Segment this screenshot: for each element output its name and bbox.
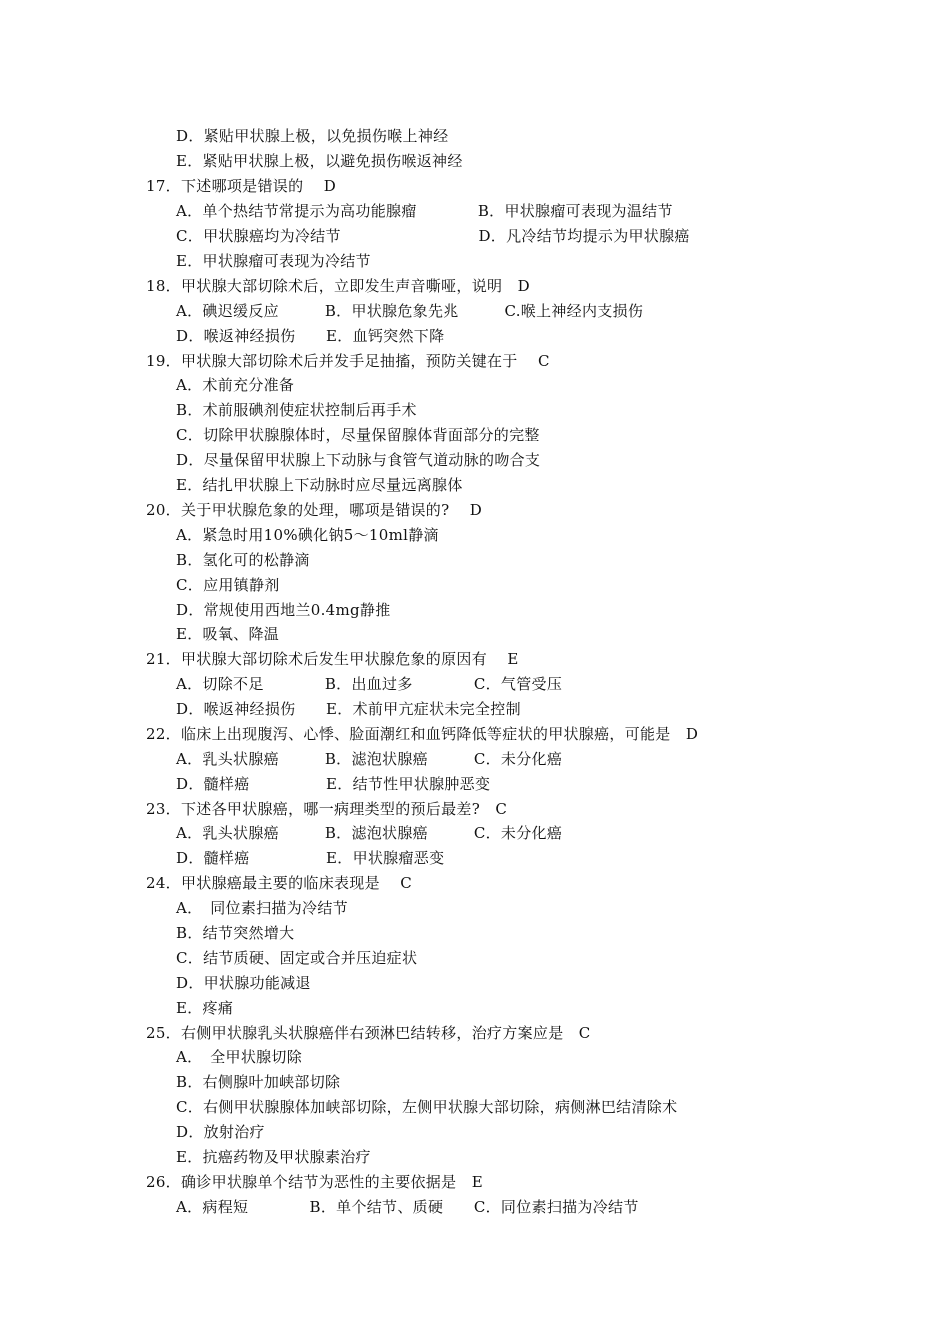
option-line: E．吸氧、降温 xyxy=(176,625,280,643)
question-line: 26．确诊甲状腺单个结节为恶性的主要依据是 E xyxy=(146,1173,483,1191)
option-line: B．结节突然增大 xyxy=(176,924,295,942)
option-line: B．术前服碘剂使症状控制后再手术 xyxy=(176,401,417,419)
option-line: A．乳头状腺癌 B．滤泡状腺癌 C．未分化癌 xyxy=(176,750,563,768)
option-line: D．喉返神经损伤 E．血钙突然下降 xyxy=(176,327,445,345)
option-line: D．髓样癌 E．结节性甲状腺肿恶变 xyxy=(176,775,491,793)
option-line: E．紧贴甲状腺上极，以避免损伤喉返神经 xyxy=(176,152,463,170)
question-line: 21．甲状腺大部切除术后发生甲状腺危象的原因有 E xyxy=(146,650,519,668)
question-line: 24．甲状腺癌最主要的临床表现是 C xyxy=(146,874,413,892)
option-line: A．术前充分准备 xyxy=(176,376,295,394)
question-line: 20．关于甲状腺危象的处理，哪项是错误的? D xyxy=(146,501,483,519)
option-line: A．碘迟缓反应 B．甲状腺危象先兆 C.喉上神经内支损伤 xyxy=(176,302,644,320)
option-line: A．乳头状腺癌 B．滤泡状腺癌 C．未分化癌 xyxy=(176,824,563,842)
option-line: D．常规使用西地兰0.4mg静推 xyxy=(176,601,391,619)
option-line: A．病程短 B．单个结节、质硬 C．同位素扫描为冷结节 xyxy=(176,1198,639,1216)
option-line: D．甲状腺功能减退 xyxy=(176,974,311,992)
option-line: C．甲状腺癌均为冷结节 D．凡冷结节均提示为甲状腺癌 xyxy=(176,227,690,245)
option-line: E．抗癌药物及甲状腺素治疗 xyxy=(176,1148,371,1166)
question-line: 25．右侧甲状腺乳头状腺癌伴右颈淋巴结转移，治疗方案应是 C xyxy=(146,1024,591,1042)
option-line: C．右侧甲状腺腺体加峡部切除，左侧甲状腺大部切除，病侧淋巴结清除术 xyxy=(176,1098,678,1116)
option-line: E．结扎甲状腺上下动脉时应尽量远离腺体 xyxy=(176,476,463,494)
option-line: E．疼痛 xyxy=(176,999,234,1017)
question-line: 23．下述各甲状腺癌，哪一病理类型的预后最差? C xyxy=(146,800,508,818)
question-line: 18．甲状腺大部切除术后，立即发生声音嘶哑，说明 D xyxy=(146,277,530,295)
option-line: A． 同位素扫描为冷结节 xyxy=(176,899,348,917)
option-line: C．切除甲状腺腺体时，尽量保留腺体背面部分的完整 xyxy=(176,426,540,444)
question-line: 22．临床上出现腹泻、心悸、脸面潮红和血钙降低等症状的甲状腺癌，可能是 D xyxy=(146,725,699,743)
option-line: A． 全甲状腺切除 xyxy=(176,1048,303,1066)
option-line: D．尽量保留甲状腺上下动脉与食管气道动脉的吻合支 xyxy=(176,451,541,469)
option-line: A．切除不足 B．出血过多 C．气管受压 xyxy=(176,675,563,693)
option-line: D．紧贴甲状腺上极，以免损伤喉上神经 xyxy=(176,127,449,145)
question-line: 19．甲状腺大部切除术后并发手足抽搐，预防关键在于 C xyxy=(146,352,550,370)
option-line: B．右侧腺叶加峡部切除 xyxy=(176,1073,341,1091)
option-line: E．甲状腺瘤可表现为冷结节 xyxy=(176,252,371,270)
option-line: D．放射治疗 xyxy=(176,1123,265,1141)
option-line: D．喉返神经损伤 E．术前甲亢症状未完全控制 xyxy=(176,700,521,718)
option-line: B．氢化可的松静滴 xyxy=(176,551,310,569)
option-line: A．紧急时用10%碘化钠5～10ml静滴 xyxy=(176,526,439,544)
option-line: D．髓样癌 E．甲状腺瘤恶变 xyxy=(176,849,445,867)
question-line: 17．下述哪项是错误的 D xyxy=(146,177,337,195)
option-line: A．单个热结节常提示为高功能腺瘤 B．甲状腺瘤可表现为温结节 xyxy=(176,202,673,220)
option-line: C．应用镇静剂 xyxy=(176,576,280,594)
option-line: C．结节质硬、固定或合并压迫症状 xyxy=(176,949,418,967)
